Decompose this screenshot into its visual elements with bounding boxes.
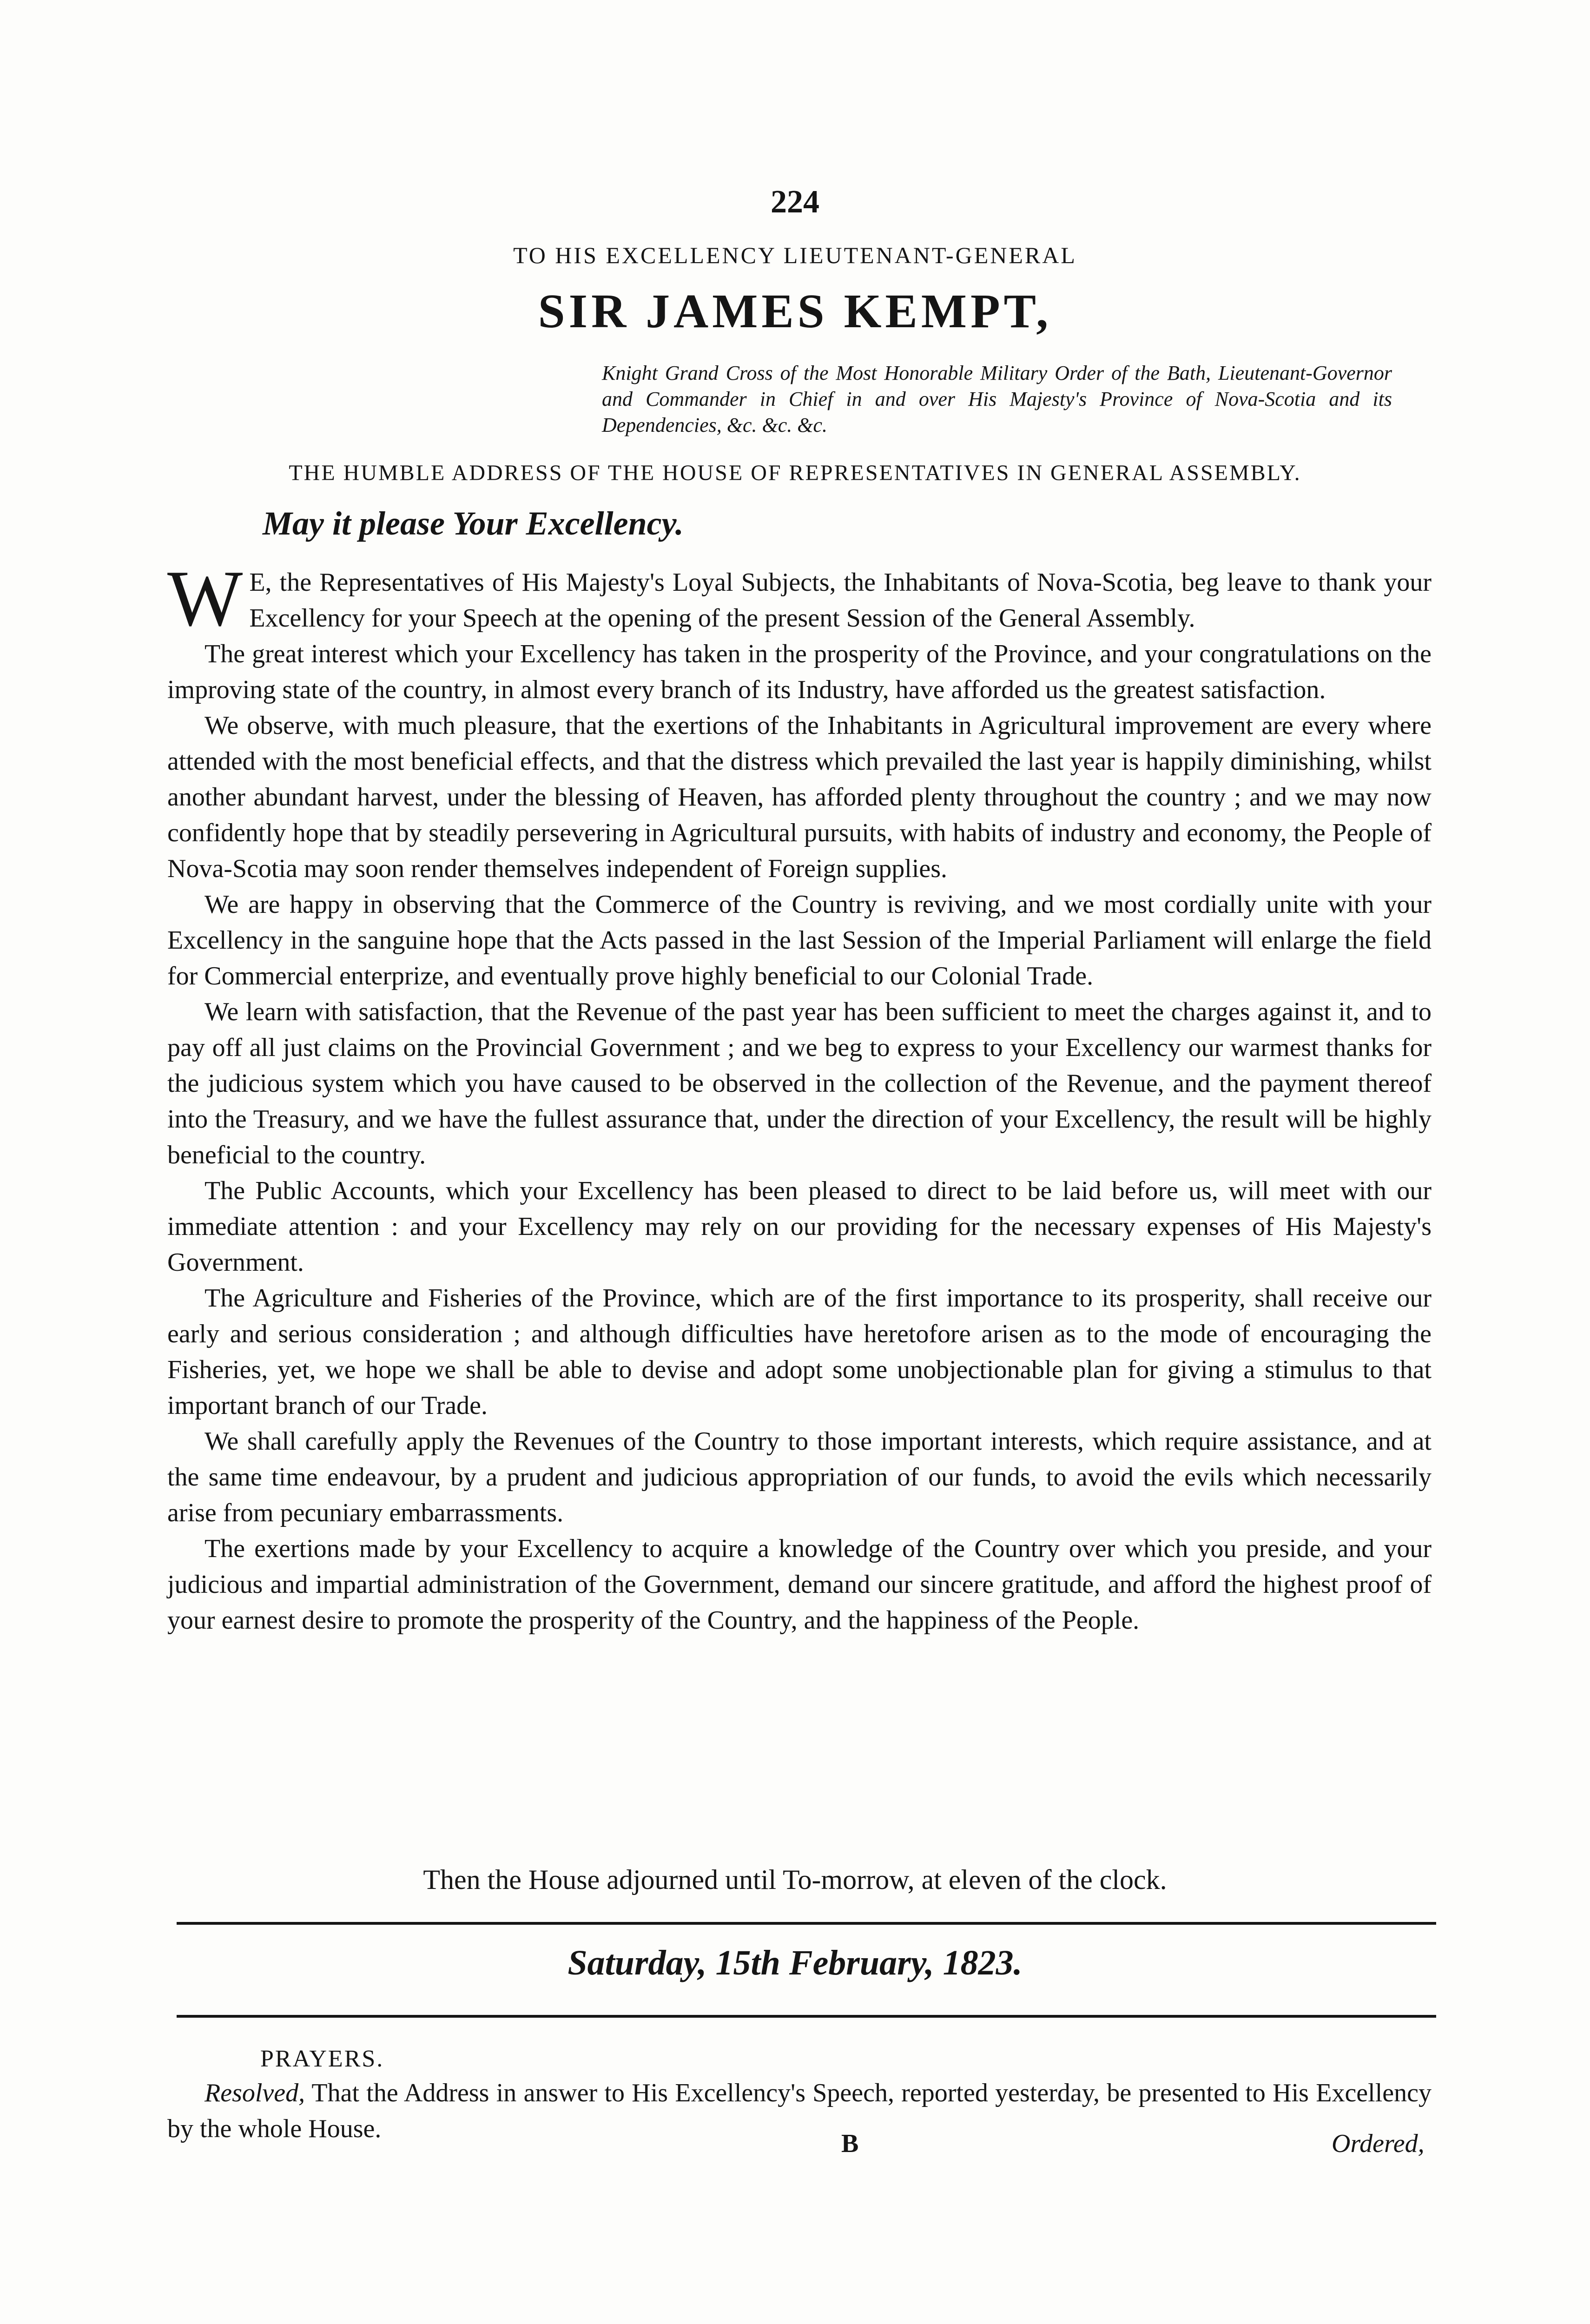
resolution [167, 2075, 1432, 2147]
paragraph-text: E, the Representatives of His Majesty's Loyal Subjects, the Inhabitants of Nova-Scotia, beg leave to thank your Excellency for your Speech at the opening of the present Session of the General Assembly. [249, 568, 1432, 633]
resolved-text: That the Address in answer to His Excellency's Speech, reported yesterday, be presented to His Excellency by the whole House. [167, 2079, 1432, 2143]
drop-cap: W [167, 555, 243, 643]
signature-mark: B [841, 2129, 859, 2158]
resolution-paragraph [167, 2075, 1432, 2147]
prayers-heading: PRAYERS. [260, 2046, 384, 2072]
paragraph: The Agriculture and Fisheries of the Province, which are of the first importance to its prosperity, shall receive our early and serious consideration ; and although difficulties have heretofore arisen as to the mode of encouraging the Fisheries, yet, we hope we shall be able to devise and adopt some unobjectionable plan for giving a stimulus to that important branch of our Trade. [167, 1284, 1432, 1420]
paragraph [167, 555, 1432, 643]
paragraph: The great interest which your Excellency has taken in the prosperity of the Province, and your congratulations on the improving state of the country, in almost every branch of its Industry, have afforded us the greatest satisfaction. [167, 640, 1432, 704]
adjournment-line: Then the House adjourned until To-morrow, at eleven of the clock. [423, 1864, 1167, 1895]
address-heading: THE HUMBLE ADDRESS OF THE HOUSE OF REPRESENTATIVES IN GENERAL ASSEMBLY. [289, 461, 1301, 485]
addressee-titles: Knight Grand Cross of the Most Honorable Military Order of the Bath, Lieutenant-Governor and Commander in Chief in and over His Majesty's Province of Nova-Scotia and its Dependencies, &c. &c. &c. [602, 362, 1392, 436]
paragraph: The exertions made by your Excellency to acquire a knowledge of the Country over which you preside, and your judicious and impartial administration of the Government, demand our sincere gratitude, and afford the highest proof of your earnest desire to promote the prosperity of the Country, and the happiness of the People. [167, 1534, 1432, 1635]
page-number: 224 [771, 184, 819, 220]
paragraph: We observe, with much pleasure, that the exertions of the Inhabitants in Agricultural improvement are every where attended with the most beneficial effects, and that the distress which prevailed the last year is happily diminishing, whilst another abundant harvest, under the blessing of Heaven, has afforded plenty throughout the country ; and we may now confidently hope that by steadily persevering in Agricultural pursuits, with habits of industry and economy, the People of Nova-Scotia may soon render themselves independent of Foreign supplies. [167, 711, 1432, 883]
paragraph: We shall carefully apply the Revenues of the Country to those important interests, which require assistance, and at the same time endeavour, by a prudent and judicious appropriation of our funds, to avoid the evils which necessarily arise from pecuniary embarrassments. [167, 1427, 1432, 1527]
catchword: Ordered, [1332, 2129, 1425, 2158]
session-date: Saturday, 15th February, 1823. [567, 1943, 1023, 1982]
paragraph: We learn with satisfaction, that the Revenue of the past year has been sufficient to meet the charges against it, and to pay off all just claims on the Provincial Government ; and we beg to express to your Excellency our warmest thanks for the judicious system which you have caused to be observed in the collection of the Revenue, and the payment thereof into the Treasury, and we have the fullest assurance that, under the direction of your Excellency, the result will be highly beneficial to the country. [167, 997, 1432, 1169]
addressee-line: TO HIS EXCELLENCY LIEUTENANT-GENERAL [513, 242, 1077, 268]
divider-rule [177, 1922, 1436, 1925]
addressee-name: SIR JAMES KEMPT, [538, 284, 1052, 338]
address-body [167, 555, 1432, 1638]
paragraph: The Public Accounts, which your Excellency has been pleased to direct to be laid before us, will meet with our immediate attention : and your Excellency may rely on our providing for the necessary expenses of His Majesty's Government. [167, 1176, 1432, 1277]
salutation: May it please Your Excellency. [263, 505, 684, 542]
resolved-label: Resolved, [205, 2079, 305, 2107]
paragraph: We are happy in observing that the Commerce of the Country is reviving, and we most cordially unite with your Excellency in the sanguine hope that the Acts passed in the last Session of the Imperial Parliament will enlarge the field for Commercial enterprize, and eventually prove highly beneficial to our Colonial Trade. [167, 890, 1432, 990]
divider-rule [177, 2015, 1436, 2018]
